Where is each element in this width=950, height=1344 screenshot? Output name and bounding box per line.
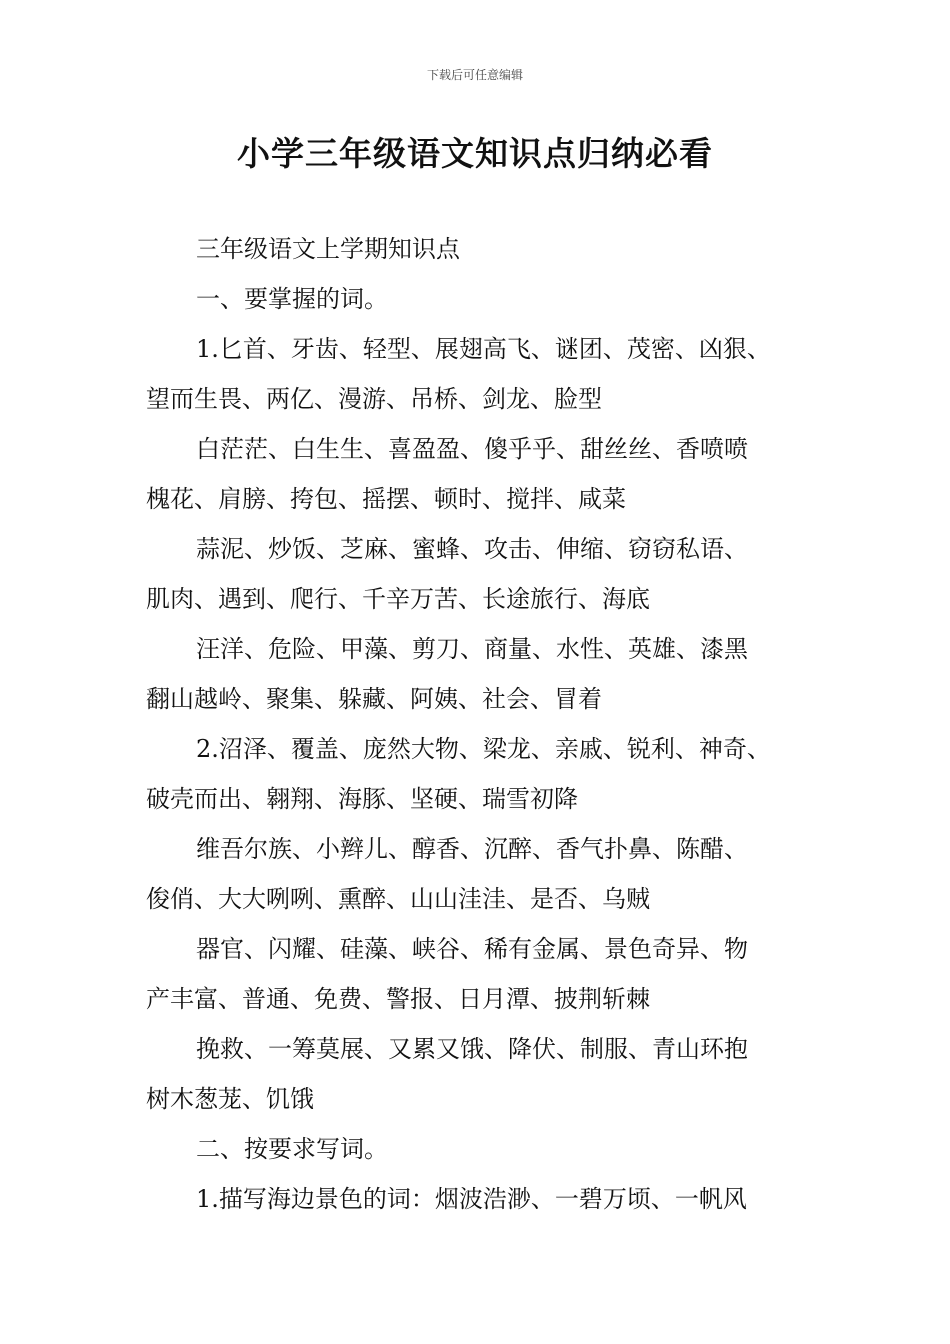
text-line: 槐花、肩膀、挎包、摇摆、顿时、搅拌、咸菜 — [146, 485, 626, 513]
text-line: 蒜泥、炒饭、芝麻、蜜蜂、攻击、伸缩、窃窃私语、 — [196, 535, 748, 563]
text-line: 三年级语文上学期知识点 — [196, 235, 460, 263]
text-line: 白茫茫、白生生、喜盈盈、傻乎乎、甜丝丝、香喷喷 — [196, 435, 748, 463]
text-line: 1.描写海边景色的词：烟波浩渺、一碧万顷、一帆风 — [196, 1185, 747, 1213]
text-line: 2.沼泽、覆盖、庞然大物、梁龙、亲戚、锐利、神奇、 — [196, 735, 771, 763]
text-line: 破壳而出、翱翔、海豚、坚硬、瑞雪初降 — [146, 785, 578, 813]
text-line: 挽救、一筹莫展、又累又饿、降伏、制服、青山环抱 — [196, 1035, 748, 1063]
text-line: 望而生畏、两亿、漫游、吊桥、剑龙、脸型 — [146, 385, 602, 413]
text-line: 汪洋、危险、甲藻、剪刀、商量、水性、英雄、漆黑 — [196, 635, 748, 663]
text-line: 俊俏、大大咧咧、熏醉、山山洼洼、是否、乌贼 — [146, 885, 650, 913]
text-line: 树木葱茏、饥饿 — [146, 1085, 314, 1113]
text-line: 器官、闪耀、硅藻、峡谷、稀有金属、景色奇异、物 — [196, 935, 748, 963]
text-line: 肌肉、遇到、爬行、千辛万苦、长途旅行、海底 — [146, 585, 650, 613]
text-line: 一、要掌握的词。 — [196, 285, 388, 313]
document-body — [146, 230, 836, 1230]
text-line: 产丰富、普通、免费、警报、日月潭、披荆斩棘 — [146, 985, 650, 1013]
page-header-note: 下载后可任意编辑 — [426, 68, 523, 82]
text-line: 二、按要求写词。 — [196, 1135, 388, 1163]
text-line: 翻山越岭、聚集、躲藏、阿姨、社会、冒着 — [146, 685, 602, 713]
document-title: 小学三年级语文知识点归纳必看 — [237, 134, 713, 173]
text-line: 维吾尔族、小辫儿、醇香、沉醉、香气扑鼻、陈醋、 — [196, 835, 748, 863]
text-line: 1.匕首、牙齿、轻型、展翅高飞、谜团、茂密、凶狠、 — [196, 335, 771, 363]
